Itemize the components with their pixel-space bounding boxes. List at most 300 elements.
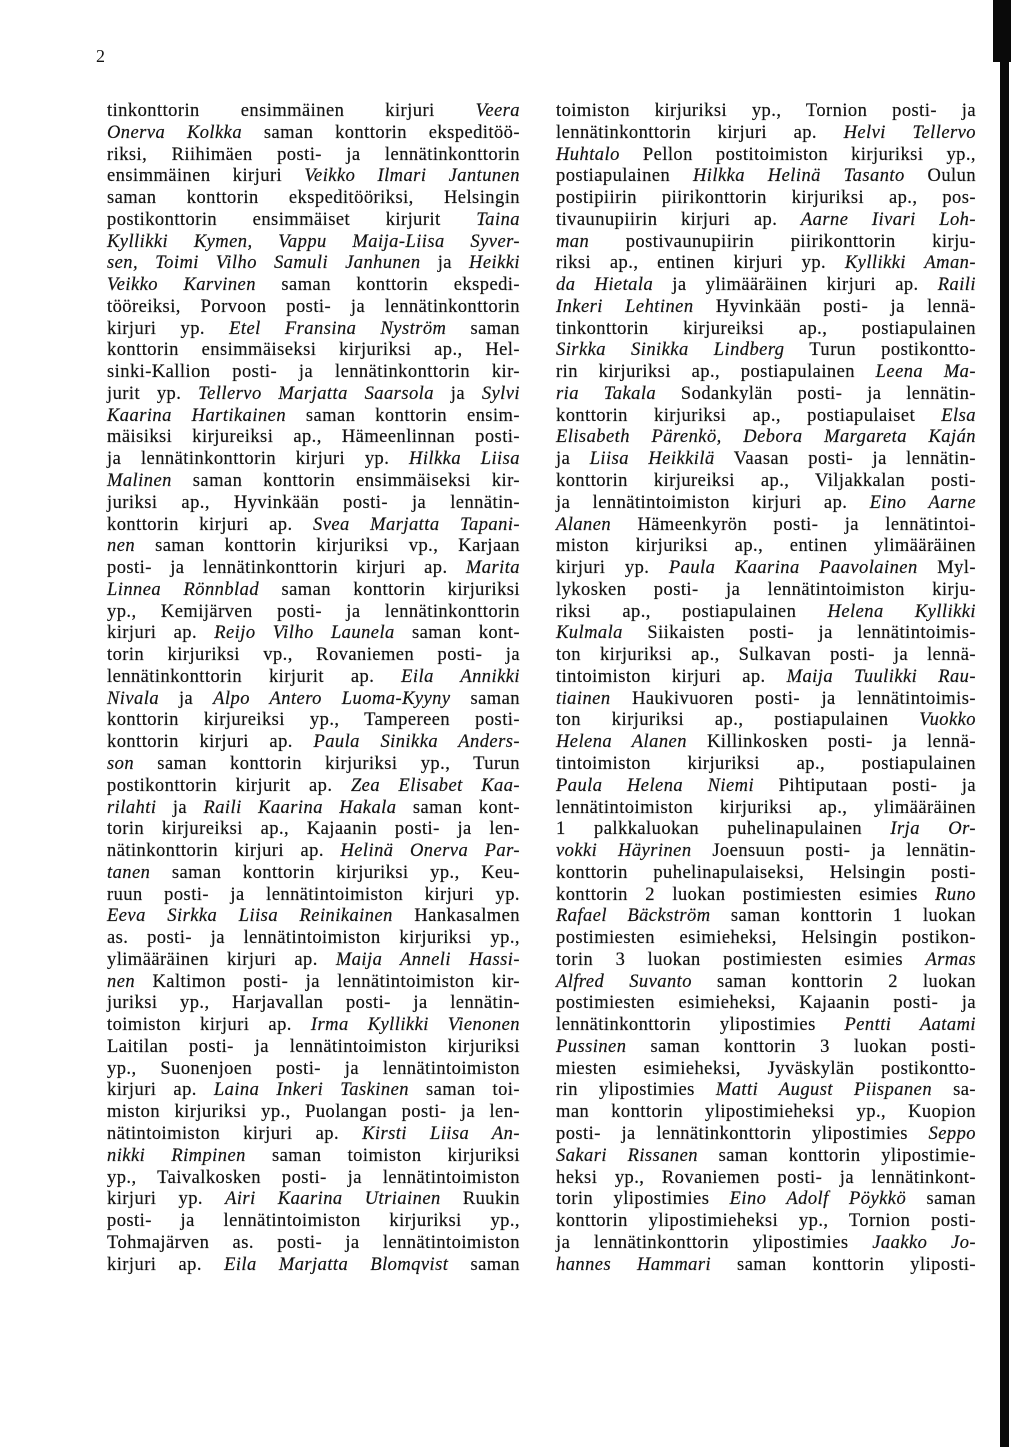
- person-name: Eila Marjatta Blomqvist: [224, 1254, 449, 1275]
- text-line-content: [556, 1037, 976, 1059]
- text-line-content: [107, 841, 520, 863]
- text-run: ja lennätinkonttorin ylipostimies: [556, 1232, 849, 1253]
- text-run: yp., Taivalkosken posti- ja lennätintoimiston: [107, 1167, 520, 1188]
- text-line: [107, 1168, 520, 1190]
- text-line: [107, 1255, 520, 1277]
- text-run: konttorin kirjuri ap.: [107, 514, 293, 535]
- text-line: [107, 1211, 520, 1233]
- text-run: ja ylimääräinen kirjuri ap.: [672, 275, 919, 296]
- text-line: [556, 645, 976, 667]
- text-run: mäisiksi kirjureiksi ap., Hämeenlinnan posti-: [107, 427, 520, 448]
- person-name: son: [107, 753, 135, 774]
- person-name: Maija Anneli Hassi-: [335, 949, 520, 970]
- text-line-content: [107, 471, 520, 493]
- person-name: Helena Kyllikki: [827, 601, 977, 622]
- text-run: kirjuri ap.: [107, 623, 198, 644]
- text-run: postimiesten esimieheksi, Kajaanin posti- ja: [556, 993, 976, 1014]
- text-line-content: [107, 210, 520, 232]
- text-run: Pellon postitoimiston kirjuriksi yp.,: [642, 144, 977, 165]
- text-line: [107, 602, 520, 624]
- text-run: ja lennätinkonttorin kirjuri yp.: [107, 449, 390, 470]
- text-line: [556, 993, 976, 1015]
- person-name: vokki Häyrinen: [556, 841, 692, 862]
- text-run: kirjuri ap.: [107, 1254, 202, 1275]
- person-name: tanen: [107, 862, 151, 883]
- text-line: [107, 123, 520, 145]
- text-line: [107, 645, 520, 667]
- text-line-content: [107, 972, 520, 994]
- text-run: saman konttorin ylipostimie-: [718, 1145, 977, 1166]
- text-line-content: [107, 145, 520, 167]
- person-name: Runo: [935, 884, 976, 905]
- text-run: konttorin kirjuri ap.: [107, 732, 293, 753]
- text-line-content: [107, 362, 520, 384]
- text-line: [556, 906, 976, 928]
- person-name: Alpo Antero Luoma-Kyyny: [213, 688, 451, 709]
- text-line: [556, 449, 976, 471]
- text-run: saman konttorin kirjuriksi yp., Turun: [157, 753, 520, 774]
- text-line-content: [556, 928, 976, 950]
- text-line: [556, 1189, 976, 1211]
- text-line-content: [107, 1233, 520, 1255]
- text-run: ensimmäinen kirjuri: [107, 166, 283, 187]
- person-name: Hilkka Helinä Tasanto: [693, 166, 905, 187]
- person-name: hannes Hammari: [556, 1254, 712, 1275]
- text-line-content: [107, 340, 520, 362]
- text-line-content: [556, 602, 976, 624]
- person-name: Onerva Kolkka: [107, 122, 243, 143]
- text-line: [556, 1037, 976, 1059]
- text-line-content: [107, 710, 520, 732]
- text-run: konttorin kirjureiksi ap., Viljakkalan posti-: [556, 471, 976, 492]
- left-text-column: [107, 101, 520, 1276]
- text-line-content: [107, 754, 520, 776]
- person-name: Kaarina Hartikainen: [107, 405, 287, 426]
- text-line: [107, 275, 520, 297]
- person-name: Paula Kaarina Paavolainen: [668, 558, 918, 579]
- text-line: [107, 667, 520, 689]
- text-line-content: [107, 863, 520, 885]
- text-line: [556, 536, 976, 558]
- person-name: Veikko Karvinen: [107, 275, 256, 296]
- text-run: Turun postikontto-: [809, 340, 976, 361]
- text-line-content: [556, 1015, 976, 1037]
- text-line-content: [107, 188, 520, 210]
- text-line: [556, 275, 976, 297]
- text-line: [107, 188, 520, 210]
- person-name: nen: [107, 971, 136, 992]
- text-run: ja: [450, 383, 466, 404]
- text-run: saman konttorin 1 luokan: [730, 906, 976, 927]
- person-name: Reijo Vilho Launela: [214, 623, 395, 644]
- text-line-content: [107, 449, 520, 471]
- person-name: Matti August Piispanen: [715, 1080, 933, 1101]
- text-line-content: [107, 623, 520, 645]
- person-name: Sylvi: [481, 383, 521, 404]
- text-line: [556, 319, 976, 341]
- text-line-content: [556, 689, 976, 711]
- text-run: saman konttorin kirjuriksi: [281, 579, 521, 600]
- text-run: juriksi ap., Hyvinkään posti- ja lennätin-: [107, 492, 520, 513]
- text-line: [556, 340, 976, 362]
- text-run: torin kirjureiksi ap., Kajaanin posti- ja len-: [107, 819, 520, 840]
- text-line: [556, 732, 976, 754]
- text-line-content: [556, 362, 976, 384]
- text-line-content: [107, 1168, 520, 1190]
- text-run: Siikaisten posti- ja lennätintoimis-: [647, 623, 976, 644]
- text-run: Pihtiputaan posti- ja: [778, 775, 977, 796]
- text-run: kirjuri yp.: [556, 558, 650, 579]
- person-name: Leena Ma-: [875, 362, 976, 383]
- text-line: [107, 558, 520, 580]
- text-run: Haukivuoren posti- ja lennätintoimis-: [632, 688, 976, 709]
- person-name: Veera: [475, 101, 520, 121]
- text-line-content: [556, 406, 976, 428]
- person-name: Armas: [925, 949, 976, 970]
- text-line-content: [107, 1059, 520, 1081]
- text-run: postikonttorin ensimmäiset kirjurit: [107, 209, 441, 230]
- text-line-content: [556, 972, 976, 994]
- text-line-content: [107, 645, 520, 667]
- person-name: Eeva Sirkka Liisa Reinikainen: [107, 906, 393, 927]
- text-line: [556, 841, 976, 863]
- text-line: [556, 863, 976, 885]
- text-run: tintoimiston kirjuri ap.: [556, 666, 766, 687]
- text-line-content: [556, 1124, 976, 1146]
- text-line-content: [556, 558, 976, 580]
- person-name: Veikko Ilmari Jantunen: [304, 166, 520, 187]
- text-line-content: [556, 188, 976, 210]
- text-run: saman konttorin 3 luokan posti-: [650, 1036, 976, 1057]
- text-line-content: [556, 776, 976, 798]
- text-line-content: [556, 210, 976, 232]
- person-name: Eino Aarne: [869, 492, 976, 513]
- person-name: Pentti Aatami: [844, 1015, 976, 1036]
- text-line: [107, 798, 520, 820]
- text-line: [556, 253, 976, 275]
- person-name: Heikki: [469, 253, 520, 274]
- text-run: postikonttorin kirjurit ap.: [107, 775, 333, 796]
- text-line-content: [107, 123, 520, 145]
- text-line-content: [556, 710, 976, 732]
- text-line-content: [556, 101, 976, 123]
- text-line: [107, 863, 520, 885]
- text-line: [556, 710, 976, 732]
- text-line: [107, 580, 520, 602]
- text-run: ja: [556, 449, 571, 470]
- text-run: kirjuri yp.: [107, 1189, 203, 1210]
- text-line-content: [107, 1037, 520, 1059]
- text-line-content: [556, 1211, 976, 1233]
- text-run: konttorin ylipostimieheksi yp., Tornion posti-: [556, 1211, 976, 1232]
- text-line: [556, 166, 976, 188]
- text-line: [556, 123, 976, 145]
- text-line-content: [107, 798, 520, 820]
- text-run: lennätintoimiston kirjuriksi ap., ylimääräinen: [556, 797, 976, 818]
- text-line: [107, 427, 520, 449]
- person-name: Huhtalo: [556, 144, 620, 165]
- text-line-content: [556, 732, 976, 754]
- text-run: posti- ja lennätintoimiston kirjuriksi yp.,: [107, 1211, 520, 1232]
- text-run: Laitilan posti- ja lennätintoimiston kirjuriksi: [107, 1036, 520, 1057]
- text-line-content: [556, 819, 976, 841]
- person-name: Seppo: [928, 1123, 976, 1144]
- text-line: [107, 885, 520, 907]
- text-line: [107, 1102, 520, 1124]
- text-line: [107, 972, 520, 994]
- text-line: [107, 471, 520, 493]
- text-run: yp., Suonenjoen posti- ja lennätintoimiston: [107, 1058, 520, 1079]
- person-name: Malinen: [107, 471, 172, 492]
- person-name: Helvi Tellervo: [843, 122, 976, 143]
- person-name: rilahti: [107, 797, 157, 818]
- text-line-content: [556, 275, 976, 297]
- text-run: ylimääräinen kirjuri ap.: [107, 949, 318, 970]
- text-line-content: [556, 493, 976, 515]
- text-line: [107, 232, 520, 254]
- person-name: Tellervo Marjatta Saarsola: [198, 383, 434, 404]
- text-run: jurit yp.: [107, 383, 182, 404]
- person-name: man: [556, 231, 590, 252]
- person-name: da Hietala: [556, 275, 654, 296]
- person-name: Alfred Suvanto: [556, 971, 692, 992]
- text-line: [107, 928, 520, 950]
- text-line: [107, 732, 520, 754]
- person-name: nen: [107, 536, 136, 557]
- text-run: konttorin ensimmäiseksi kirjuriksi ap., Hel-: [107, 340, 520, 361]
- text-line-content: [107, 1255, 520, 1277]
- text-line-content: [556, 232, 976, 254]
- text-line: [107, 906, 520, 928]
- person-name: Zea Elisabet Kaa-: [350, 775, 520, 796]
- text-line: [107, 1233, 520, 1255]
- person-name: Irma Kyllikki Vienonen: [310, 1015, 520, 1036]
- text-run: toimiston kirjuriksi yp., Tornion posti- ja: [556, 101, 976, 121]
- text-line-content: [556, 427, 976, 449]
- text-line: [107, 145, 520, 167]
- text-line-content: [107, 950, 520, 972]
- text-run: ton kirjuriksi ap., postiapulainen: [556, 710, 889, 731]
- person-name: Helinä Onerva Par-: [340, 841, 520, 862]
- person-name: Laina Inkeri Taskinen: [213, 1080, 409, 1101]
- text-line-content: [107, 667, 520, 689]
- person-name: Kulmala: [556, 623, 623, 644]
- text-run: kirjuri yp.: [107, 318, 206, 339]
- person-name: Vuokko: [919, 710, 977, 731]
- text-run: saman konttorin 2 luokan: [716, 971, 976, 992]
- text-line-content: [107, 1211, 520, 1233]
- text-line: [107, 493, 520, 515]
- text-line: [107, 776, 520, 798]
- text-line: [556, 384, 976, 406]
- text-line: [556, 602, 976, 624]
- text-run: toimiston kirjuri ap.: [107, 1015, 292, 1036]
- text-line-content: [556, 950, 976, 972]
- text-line-content: [556, 1233, 976, 1255]
- text-run: lennätinkonttorin kirjuri ap.: [556, 122, 818, 143]
- text-line-content: [556, 471, 976, 493]
- text-line-content: [556, 580, 976, 602]
- person-name: Maija Tuulikki Rau-: [786, 666, 976, 687]
- text-run: saman kont-: [411, 623, 520, 644]
- text-run: Hämeenkyrön posti- ja lennätintoi-: [637, 514, 976, 535]
- text-line-content: [107, 275, 520, 297]
- text-line: [556, 580, 976, 602]
- text-line-content: [556, 253, 976, 275]
- text-line: [556, 427, 976, 449]
- text-run: saman: [926, 1189, 976, 1210]
- text-line-content: [107, 1189, 520, 1211]
- text-line-content: [107, 232, 520, 254]
- text-line-content: [107, 427, 520, 449]
- text-run: saman konttorin ekspeditöö-: [263, 122, 520, 143]
- text-run: ruun posti- ja lennätintoimiston kirjuri yp.: [107, 884, 520, 905]
- text-run: konttorin puhelinapulaiseksi, Helsingin posti-: [556, 862, 976, 883]
- text-line-content: [107, 297, 520, 319]
- text-line-content: [556, 841, 976, 863]
- text-line: [107, 754, 520, 776]
- person-name: Kyllikki Kymen, Vappu Maija-Liisa Syver-: [107, 231, 520, 252]
- text-line-content: [556, 754, 976, 776]
- text-line-content: [556, 1080, 976, 1102]
- text-line: [107, 689, 520, 711]
- person-name: Linnea Rönnblad: [107, 579, 260, 600]
- text-line-content: [556, 319, 976, 341]
- text-line-content: [556, 667, 976, 689]
- text-line: [556, 776, 976, 798]
- text-run: Killinkosken posti- ja lennä-: [706, 732, 977, 753]
- text-line: [107, 1037, 520, 1059]
- text-line-content: [107, 493, 520, 515]
- person-name: Nivala: [107, 688, 160, 709]
- text-run: 1 palkkaluokan puhelinapulainen: [556, 819, 863, 840]
- text-line: [556, 188, 976, 210]
- text-run: konttorin 2 luokan postimiesten esimies: [556, 884, 918, 905]
- person-name: Inkeri Lehtinen: [556, 296, 694, 317]
- text-line-content: [556, 798, 976, 820]
- person-name: Raili Kaarina Hakala: [203, 797, 397, 818]
- text-line: [107, 1189, 520, 1211]
- text-run: Sodankylän posti- ja lennätin-: [680, 383, 976, 404]
- text-line-content: [556, 166, 976, 188]
- text-line-content: [107, 906, 520, 928]
- text-line: [556, 928, 976, 950]
- person-name: Rafael Bäckström: [556, 906, 711, 927]
- text-line: [107, 166, 520, 188]
- person-name: Elsa: [941, 405, 976, 426]
- text-line-content: [107, 1080, 520, 1102]
- text-run: Tohmajärven as. posti- ja lennätintoimiston: [107, 1232, 520, 1253]
- text-run: torin 3 luokan postimiesten esimies: [556, 949, 904, 970]
- text-line-content: [107, 580, 520, 602]
- text-line: [556, 623, 976, 645]
- person-name: Eila Annikki: [401, 666, 520, 687]
- text-line-content: [107, 732, 520, 754]
- text-line: [556, 471, 976, 493]
- text-line-content: [107, 406, 520, 428]
- text-line: [556, 210, 976, 232]
- text-run: ton kirjuriksi ap., Sulkavan posti- ja lennä-: [556, 645, 976, 666]
- text-run: ja: [178, 688, 194, 709]
- text-run: saman toimiston kirjuriksi: [271, 1145, 520, 1166]
- text-run: postimiesten esimieheksi, Helsingin postikon-: [556, 928, 976, 949]
- text-run: saman: [470, 318, 521, 339]
- text-run: saman konttorin ekspeditööriksi, Helsingin: [107, 188, 520, 209]
- text-line-content: [107, 384, 520, 406]
- person-name: Aarne Iivari Loh-: [800, 209, 976, 230]
- text-line-content: [107, 101, 520, 123]
- person-name: tiainen: [556, 688, 611, 709]
- person-name: Irja Or-: [890, 819, 976, 840]
- text-run: rin kirjuriksi ap., postiapulainen: [556, 362, 855, 383]
- text-run: miston kirjuriksi yp., Puolangan posti- ja len-: [107, 1102, 520, 1123]
- text-run: Ruukin: [462, 1189, 520, 1210]
- text-line: [107, 253, 520, 275]
- text-run: saman konttorin kirjuriksi vp., Karjaan: [155, 536, 520, 557]
- text-line-content: [556, 863, 976, 885]
- text-line-content: [556, 1168, 976, 1190]
- text-run: postiapulainen: [556, 166, 671, 187]
- person-name: sen, Toimi Vilho Samuli Janhunen: [107, 253, 421, 274]
- text-line: [556, 101, 976, 123]
- text-line-content: [556, 123, 976, 145]
- text-line-content: [556, 1189, 976, 1211]
- text-line: [107, 1080, 520, 1102]
- text-line: [556, 689, 976, 711]
- text-run: ja lennätintoimiston kirjuri ap.: [556, 492, 848, 513]
- person-name: Raili: [937, 275, 976, 296]
- text-line-content: [107, 885, 520, 907]
- text-line: [107, 1059, 520, 1081]
- text-line-content: [107, 602, 520, 624]
- text-run: Hyvinkään posti- ja lennä-: [715, 296, 976, 317]
- text-run: miesten esimieheksi, Jyväskylän postikontto-: [556, 1058, 976, 1079]
- text-line: [556, 950, 976, 972]
- text-line: [107, 101, 520, 123]
- text-run: yp., Kemijärven posti- ja lennätinkonttorin: [107, 601, 520, 622]
- text-line: [556, 885, 976, 907]
- person-name: Sirkka Sinikka Lindberg: [556, 340, 785, 361]
- text-line: [556, 1146, 976, 1168]
- text-run: heksi yp., Rovaniemen posti- ja lennätinkont-: [556, 1167, 976, 1188]
- text-line-content: [556, 297, 976, 319]
- text-run: saman konttorin ensimmäiseksi kir-: [192, 471, 520, 492]
- text-run: posti- ja lennätinkonttorin ylipostimies: [556, 1123, 908, 1144]
- text-line: [556, 972, 976, 994]
- text-line-content: [107, 558, 520, 580]
- text-run: Joensuun posti- ja lennätin-: [712, 841, 976, 862]
- text-run: as. posti- ja lennätintoimiston kirjuriksi yp.,: [107, 928, 520, 949]
- person-name: Helena Alanen: [556, 732, 687, 753]
- text-line: [107, 993, 520, 1015]
- text-run: lykosken posti- ja lennätintoimiston kirju-: [556, 579, 976, 600]
- text-run: sinki-Kallion posti- ja lennätinkonttorin kir-: [107, 362, 520, 383]
- text-run: riksi ap., entinen kirjuri yp.: [556, 253, 827, 274]
- text-line: [556, 493, 976, 515]
- text-run: saman konttorin ekspedi-: [281, 275, 521, 296]
- text-run: lennätinkonttorin ylipostimies: [556, 1015, 816, 1036]
- text-run: torin ylipostimies: [556, 1189, 710, 1210]
- text-line: [107, 515, 520, 537]
- text-run: ja: [437, 253, 452, 274]
- person-name: Liisa Heikkilä: [589, 449, 715, 470]
- text-line: [107, 297, 520, 319]
- text-line-content: [107, 1102, 520, 1124]
- text-line: [107, 1124, 520, 1146]
- text-run: rin ylipostimies: [556, 1080, 695, 1101]
- text-run: nätinkonttorin kirjuri ap.: [107, 841, 324, 862]
- text-run: riksi ap., postiapulainen: [556, 601, 797, 622]
